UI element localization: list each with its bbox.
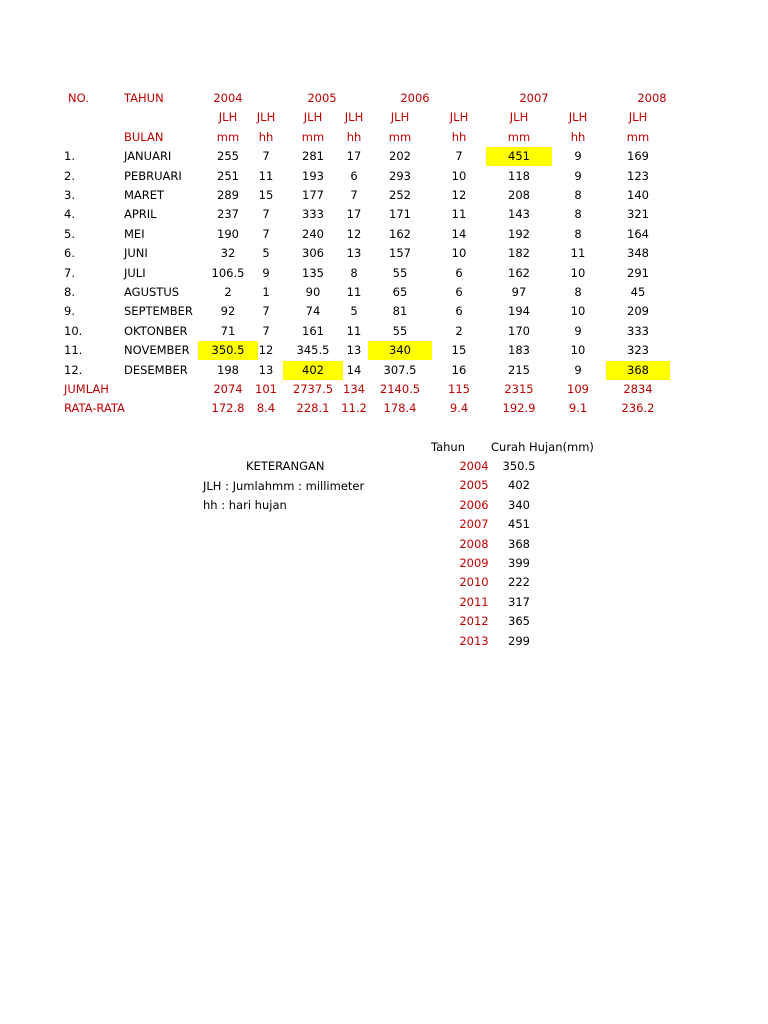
summary-header-curah: Curah Hujan(mm): [491, 440, 594, 454]
rata-cell: 11.2: [341, 401, 367, 416]
summary-value: 340: [508, 497, 530, 512]
table-cell: 183: [508, 343, 530, 358]
table-cell: 71: [220, 323, 236, 338]
rata-cell: 172.8: [211, 401, 245, 416]
table-cell: 11: [451, 207, 467, 222]
table-cell: 340: [368, 341, 432, 360]
table-cell: 8: [574, 285, 582, 299]
header-year: 2007: [519, 91, 549, 105]
table-cell: 6: [455, 285, 463, 299]
table-cell: 237: [217, 207, 239, 222]
row-no: 3.: [64, 188, 75, 202]
summary-year: 2008: [459, 536, 489, 551]
table-cell: 209: [627, 304, 649, 319]
header-bulan: BULAN: [124, 129, 164, 144]
table-cell: 118: [508, 168, 530, 183]
table-cell: 13: [258, 362, 274, 377]
summary-year: 2010: [459, 575, 489, 590]
header-unit: mm: [388, 129, 412, 144]
summary-header-tahun: Tahun: [430, 440, 466, 454]
rata-cell: 192.9: [502, 401, 536, 416]
table-cell: 177: [302, 188, 324, 202]
row-month: AGUSTUS: [124, 285, 180, 299]
row-month: JUNI: [124, 246, 148, 261]
header-year: 2004: [213, 91, 243, 105]
row-month: SEPTEMBER: [124, 304, 193, 319]
summary-value: 299: [508, 633, 530, 648]
table-cell: 10: [570, 343, 586, 358]
keterangan-line2: hh : hari hujan: [203, 498, 287, 512]
table-cell: 451: [486, 147, 552, 166]
table-cell: 106.5: [211, 265, 245, 280]
row-no: 12.: [64, 362, 83, 377]
table-cell: 10: [451, 168, 467, 183]
table-cell: 323: [627, 343, 649, 358]
table-cell: 9: [574, 323, 582, 338]
table-cell: 7: [262, 323, 270, 338]
table-cell: 45: [630, 285, 646, 299]
table-cell: 291: [627, 265, 649, 280]
jumlah-cell: 109: [567, 382, 589, 396]
rata-cell: 9.4: [449, 401, 469, 416]
table-cell: 240: [302, 226, 324, 241]
jumlah-cell: 2834: [623, 382, 653, 396]
table-cell: 6: [350, 168, 358, 183]
table-cell: 5: [350, 304, 358, 319]
table-cell: 6: [455, 265, 463, 280]
row-no: 1.: [64, 149, 75, 164]
summary-year: 2005: [459, 478, 489, 493]
table-cell: 11: [346, 323, 362, 338]
summary-year: 2004: [459, 459, 489, 473]
table-cell: 10: [451, 246, 467, 261]
table-cell: 15: [451, 343, 467, 358]
table-cell: 143: [508, 207, 530, 222]
table-cell: 55: [392, 265, 408, 280]
row-no: 11.: [64, 343, 83, 358]
jumlah-cell: 101: [255, 382, 277, 396]
summary-year: 2012: [459, 614, 489, 629]
table-cell: 123: [627, 168, 649, 183]
header-no: NO.: [68, 91, 89, 105]
table-cell: 7: [350, 188, 358, 202]
row-no: 7.: [64, 265, 75, 280]
table-cell: 164: [627, 226, 649, 241]
table-cell: 90: [305, 285, 321, 299]
row-no: 2.: [64, 168, 75, 183]
table-cell: 14: [451, 226, 467, 241]
table-cell: 17: [346, 207, 362, 222]
header-unit: mm: [626, 129, 650, 144]
keterangan-line1: JLH : Jumlahmm : millimeter: [203, 479, 365, 493]
table-cell: 194: [508, 304, 530, 319]
rata-cell: 178.4: [383, 401, 417, 416]
row-month: JANUARI: [124, 149, 172, 164]
summary-value: 317: [508, 594, 530, 609]
summary-year: 2009: [459, 556, 489, 570]
header-unit: hh: [258, 129, 274, 144]
header-tahun: TAHUN: [124, 91, 164, 105]
summary-value: 365: [508, 614, 530, 629]
header-unit: hh: [570, 129, 586, 144]
table-cell: 11: [258, 168, 274, 183]
table-cell: 208: [508, 188, 530, 202]
table-cell: 162: [508, 265, 530, 280]
table-cell: 182: [508, 246, 530, 261]
table-cell: 307.5: [383, 362, 417, 377]
table-cell: 14: [346, 362, 362, 377]
table-cell: 321: [627, 207, 649, 222]
table-cell: 293: [389, 168, 411, 183]
table-cell: 6: [455, 304, 463, 319]
row-no: 10.: [64, 323, 83, 338]
table-cell: 306: [302, 246, 324, 261]
header-year: 2006: [400, 91, 430, 105]
table-cell: 135: [302, 265, 324, 280]
table-cell: 2: [224, 285, 232, 299]
table-cell: 215: [508, 362, 530, 377]
table-cell: 8: [574, 207, 582, 222]
row-month: NOVEMBER: [124, 343, 190, 358]
table-cell: 11: [346, 285, 362, 299]
jumlah-cell: 134: [343, 382, 365, 396]
row-month: DESEMBER: [124, 362, 188, 377]
rata-cell: 236.2: [621, 401, 655, 416]
table-cell: 252: [389, 188, 411, 202]
table-cell: 7: [262, 304, 270, 319]
table-cell: 350.5: [198, 341, 258, 360]
header-jlh: JLH: [344, 110, 364, 125]
row-month: PEBRUARI: [124, 168, 182, 183]
table-cell: 7: [262, 207, 270, 222]
header-jlh: JLH: [303, 110, 323, 125]
table-cell: 15: [258, 188, 274, 202]
table-cell: 251: [217, 168, 239, 183]
table-cell: 11: [570, 246, 586, 261]
table-cell: 140: [627, 188, 649, 202]
summary-value: 402: [508, 478, 530, 493]
table-cell: 202: [389, 149, 411, 164]
row-no: 5.: [64, 226, 75, 241]
table-cell: 348: [627, 246, 649, 261]
header-jlh: JLH: [256, 110, 276, 125]
table-cell: 368: [606, 361, 670, 380]
summary-year: 2006: [459, 497, 489, 512]
table-cell: 7: [262, 226, 270, 241]
summary-year: 2013: [459, 633, 489, 648]
table-cell: 190: [217, 226, 239, 241]
row-month: OKTONBER: [124, 323, 188, 338]
table-cell: 169: [627, 149, 649, 164]
rata-label: RATA-RATA: [64, 401, 125, 416]
row-month: MARET: [124, 188, 165, 202]
summary-value: 368: [508, 536, 530, 551]
header-unit: mm: [216, 129, 240, 144]
table-cell: 8: [574, 188, 582, 202]
jumlah-label: JUMLAH: [64, 382, 109, 396]
table-cell: 65: [392, 285, 408, 299]
jumlah-cell: 2315: [504, 382, 534, 396]
table-cell: 9: [262, 265, 270, 280]
row-month: MEI: [124, 226, 145, 241]
table-cell: 13: [346, 343, 362, 358]
table-cell: 97: [511, 285, 527, 299]
row-month: JULI: [124, 265, 146, 280]
table-cell: 7: [262, 149, 270, 164]
header-jlh: JLH: [218, 110, 238, 125]
summary-value: 399: [508, 556, 530, 570]
header-unit: mm: [301, 129, 325, 144]
header-unit: hh: [346, 129, 362, 144]
table-cell: 5: [262, 246, 270, 261]
table-cell: 8: [350, 265, 358, 280]
table-cell: 13: [346, 246, 362, 261]
table-cell: 157: [389, 246, 411, 261]
table-cell: 12: [346, 226, 362, 241]
header-jlh: JLH: [509, 110, 529, 125]
table-cell: 255: [217, 149, 239, 164]
row-month: APRIL: [124, 207, 157, 222]
table-cell: 17: [346, 149, 362, 164]
header-jlh: JLH: [628, 110, 648, 125]
table-cell: 8: [574, 226, 582, 241]
table-cell: 2: [455, 323, 463, 338]
table-cell: 74: [305, 304, 321, 319]
rata-cell: 228.1: [296, 401, 330, 416]
jumlah-cell: 2074: [213, 382, 243, 396]
header-year: 2008: [637, 91, 667, 105]
row-no: 9.: [64, 304, 75, 319]
row-no: 8.: [64, 285, 75, 299]
row-no: 4.: [64, 207, 75, 222]
table-cell: 10: [570, 304, 586, 319]
jumlah-cell: 2737.5: [292, 382, 334, 396]
table-cell: 92: [220, 304, 236, 319]
row-no: 6.: [64, 246, 75, 261]
table-cell: 333: [302, 207, 324, 222]
header-unit: mm: [507, 129, 531, 144]
table-cell: 7: [455, 149, 463, 164]
summary-year: 2007: [459, 517, 489, 532]
table-cell: 12: [258, 343, 274, 358]
table-cell: 162: [389, 226, 411, 241]
table-cell: 161: [302, 323, 324, 338]
table-cell: 9: [574, 149, 582, 164]
rata-cell: 8.4: [256, 401, 276, 416]
table-cell: 289: [217, 188, 239, 202]
table-cell: 1: [262, 285, 270, 299]
table-cell: 402: [283, 361, 343, 380]
table-cell: 32: [220, 246, 236, 261]
summary-year: 2011: [459, 594, 489, 609]
header-year: 2005: [307, 91, 337, 105]
header-unit: hh: [451, 129, 467, 144]
summary-value: 451: [508, 517, 530, 532]
table-cell: 9: [574, 168, 582, 183]
table-cell: 345.5: [296, 343, 330, 358]
header-jlh: JLH: [449, 110, 469, 125]
table-cell: 333: [627, 323, 649, 338]
table-cell: 281: [302, 149, 324, 164]
table-cell: 171: [389, 207, 411, 222]
jumlah-cell: 2140.5: [379, 382, 421, 396]
table-cell: 193: [302, 168, 324, 183]
jumlah-cell: 115: [448, 382, 470, 396]
summary-value: 350.5: [502, 459, 536, 473]
table-cell: 170: [508, 323, 530, 338]
header-jlh: JLH: [390, 110, 410, 125]
table-cell: 9: [574, 362, 582, 377]
table-cell: 55: [392, 323, 408, 338]
table-cell: 10: [570, 265, 586, 280]
header-jlh: JLH: [568, 110, 588, 125]
table-cell: 12: [451, 188, 467, 202]
table-cell: 192: [508, 226, 530, 241]
table-cell: 16: [451, 362, 467, 377]
table-cell: 198: [217, 362, 239, 377]
keterangan-title: KETERANGAN: [246, 459, 325, 473]
table-cell: 81: [392, 304, 408, 319]
summary-value: 222: [508, 575, 530, 590]
rata-cell: 9.1: [568, 401, 588, 416]
